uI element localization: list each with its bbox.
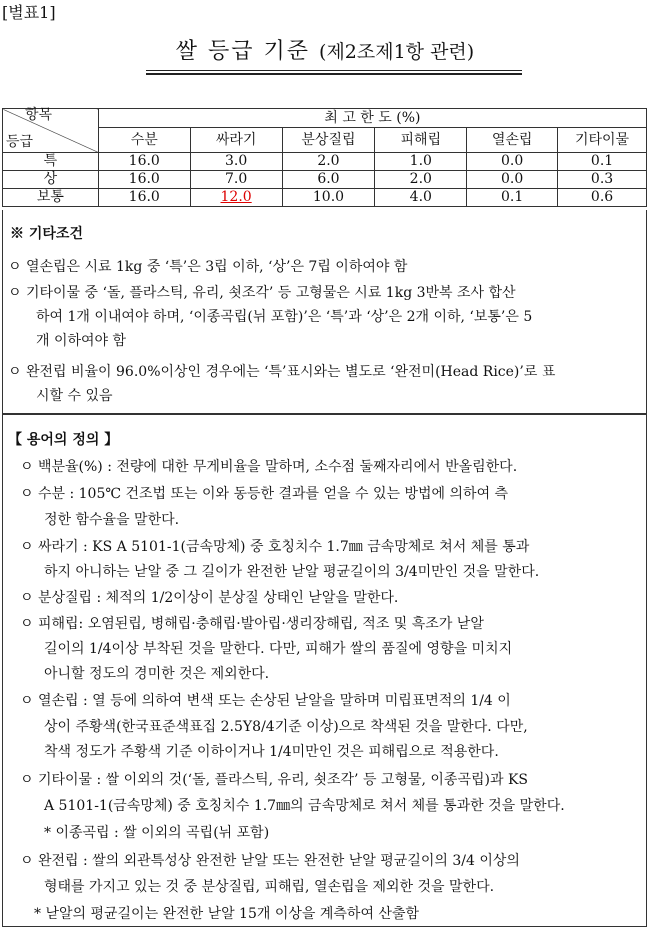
grade-cell: 보통 [3, 189, 99, 207]
annex-label: [별표1] [2, 3, 56, 22]
definition-line: ㅇ 백분율(%) : 전량에 대한 무게비율을 말하며, 소수점 둘째자리에서 반올림한다. [20, 459, 518, 475]
table-corner-cell [3, 109, 99, 153]
definition-line: ㅇ 완전립 : 쌀의 외관특성상 완전한 낟알 또는 완전한 낟알 평균길이의 3/4 이상의 [20, 853, 520, 869]
column-header: 기타이물 [558, 128, 647, 153]
grade-cell: 상 [3, 171, 99, 189]
corner-grade-label: 등급 [6, 134, 34, 150]
title-underline-thick [146, 73, 522, 75]
conditions-line: 하여 1개 이내여야 하며, ‘이종곡립(뉘 포함)’은 ‘특’과 ‘상’은 2개 이하, ‘보통’은 5 [36, 309, 533, 325]
definitions-heading: 【 용어의 정의 】 [8, 432, 119, 448]
value-cell: 16.0 [98, 171, 190, 189]
column-header: 열손립 [467, 128, 558, 153]
title-main: 쌀 등급 기준 [175, 39, 311, 64]
conditions-line: 개 이하여야 함 [36, 333, 127, 349]
value-cell: 16.0 [98, 153, 190, 171]
title-ref: (제2조제1항 관련) [319, 41, 475, 63]
definition-note: * 낟알의 평균길이는 완전한 낟알 15개 이상을 계측하여 산출함 [34, 906, 419, 922]
value-cell: 6.0 [282, 171, 375, 189]
definition-line: ㅇ 수분 : 105℃ 건조법 또는 이와 동등한 결과를 얻을 수 있는 방법에 의하여 측 [20, 486, 509, 502]
conditions-line: ㅇ 완전립 비율이 96.0%이상인 경우에는 ‘특’표시와는 별도로 ‘완전미(Head Rice)’로 표 [8, 364, 556, 380]
definition-line: ㅇ 열손립 : 열 등에 의하여 변색 또는 손상된 낟알을 말하며 미립표면적의 1/4 이 [20, 693, 511, 709]
definition-line: ㅇ 분상질립 : 체적의 1/2이상이 분상질 상태인 낟알을 말한다. [20, 590, 399, 606]
table-row [3, 189, 647, 207]
column-header: 피해립 [375, 128, 467, 153]
value-cell: 3.0 [190, 153, 282, 171]
grade-cell: 특 [3, 153, 99, 171]
definition-line: ㅇ 피해립: 오염된립, 병해립·충해립·발아립·생리장해립, 적조 및 흑조가 낟알 [20, 616, 484, 632]
value-cell: 2.0 [282, 153, 375, 171]
corner-item-label: 항목 [25, 107, 53, 123]
definition-line: 상이 주황색(한국표준색표집 2.5Y8/4기준 이상)으로 착색된 것을 말한다. 다만, [44, 719, 528, 735]
value-cell: 0.0 [467, 153, 558, 171]
value-cell: 7.0 [190, 171, 282, 189]
definition-line: ㅇ 싸라기 : KS A 5101-1(금속망체) 중 호칭치수 1.7㎜ 금속망체로 쳐서 체를 통과 [20, 539, 530, 555]
value-cell: 2.0 [375, 171, 467, 189]
value-cell: 0.3 [558, 171, 647, 189]
definition-line: 아니할 정도의 경미한 것은 제외한다. [44, 666, 270, 682]
value-cell: 0.0 [467, 171, 558, 189]
conditions-line: 시할 수 있음 [36, 388, 113, 404]
definition-line: A 5101-1(금속망체) 중 호칭치수 1.7㎜의 금속망체로 쳐서 체를 통과한 것을 말한다. [44, 798, 565, 814]
group-header: 최 고 한 도 (%) [98, 109, 646, 128]
conditions-line: ㅇ 기타이물 중 ‘돌, 플라스틱, 유리, 쇳조각’ 등 고형물은 시료 1kg 3반복 조사 합산 [8, 285, 516, 301]
highlighted-value: 12.0 [220, 189, 252, 205]
value-cell: 0.1 [558, 153, 647, 171]
page-title [0, 34, 650, 65]
definition-line: ㅇ 기타이물 : 쌀 이외의 것(‘돌, 플라스틱, 유리, 쇳조각’ 등 고형물, 이종곡립)과 KS [20, 772, 528, 788]
definition-line: 길이의 1/4이상 부착된 것을 말한다. 다만, 피해가 쌀의 품질에 영향을 미치지 [44, 641, 513, 657]
value-cell: 4.0 [375, 189, 467, 207]
definition-note: * 이종곡립 : 쌀 이외의 곡립(뉘 포함) [44, 825, 270, 841]
definition-line: 착색 정도가 주황색 기준 이하이거나 1/4미만인 것은 피해립으로 적용한다. [44, 744, 499, 760]
value-cell: 1.0 [375, 153, 467, 171]
definition-line: 정한 함수율을 말한다. [44, 512, 180, 528]
grade-table [2, 108, 647, 207]
conditions-line: ㅇ 열손립은 시료 1kg 중 ‘특’은 3립 이하, ‘상’은 7립 이하여야 함 [8, 259, 408, 275]
column-header: 분상질립 [282, 128, 375, 153]
value-cell-highlighted [190, 189, 282, 207]
conditions-heading: ※ 기타조건 [10, 226, 83, 242]
column-header: 싸라기 [190, 128, 282, 153]
value-cell: 0.1 [467, 189, 558, 207]
definition-line: 하지 아니하는 낟알 중 그 길이가 완전한 낟알 평균길이의 3/4미만인 것을 말한다. [44, 564, 540, 580]
definition-line: 형태를 가지고 있는 것 중 분상질립, 피해립, 열손립을 제외한 것을 말한다. [44, 879, 495, 895]
title-underline [146, 70, 522, 71]
value-cell: 16.0 [98, 189, 190, 207]
value-cell: 10.0 [282, 189, 375, 207]
column-header: 수분 [98, 128, 190, 153]
table-row [3, 171, 647, 189]
table-row [3, 153, 647, 171]
value-cell: 0.6 [558, 189, 647, 207]
